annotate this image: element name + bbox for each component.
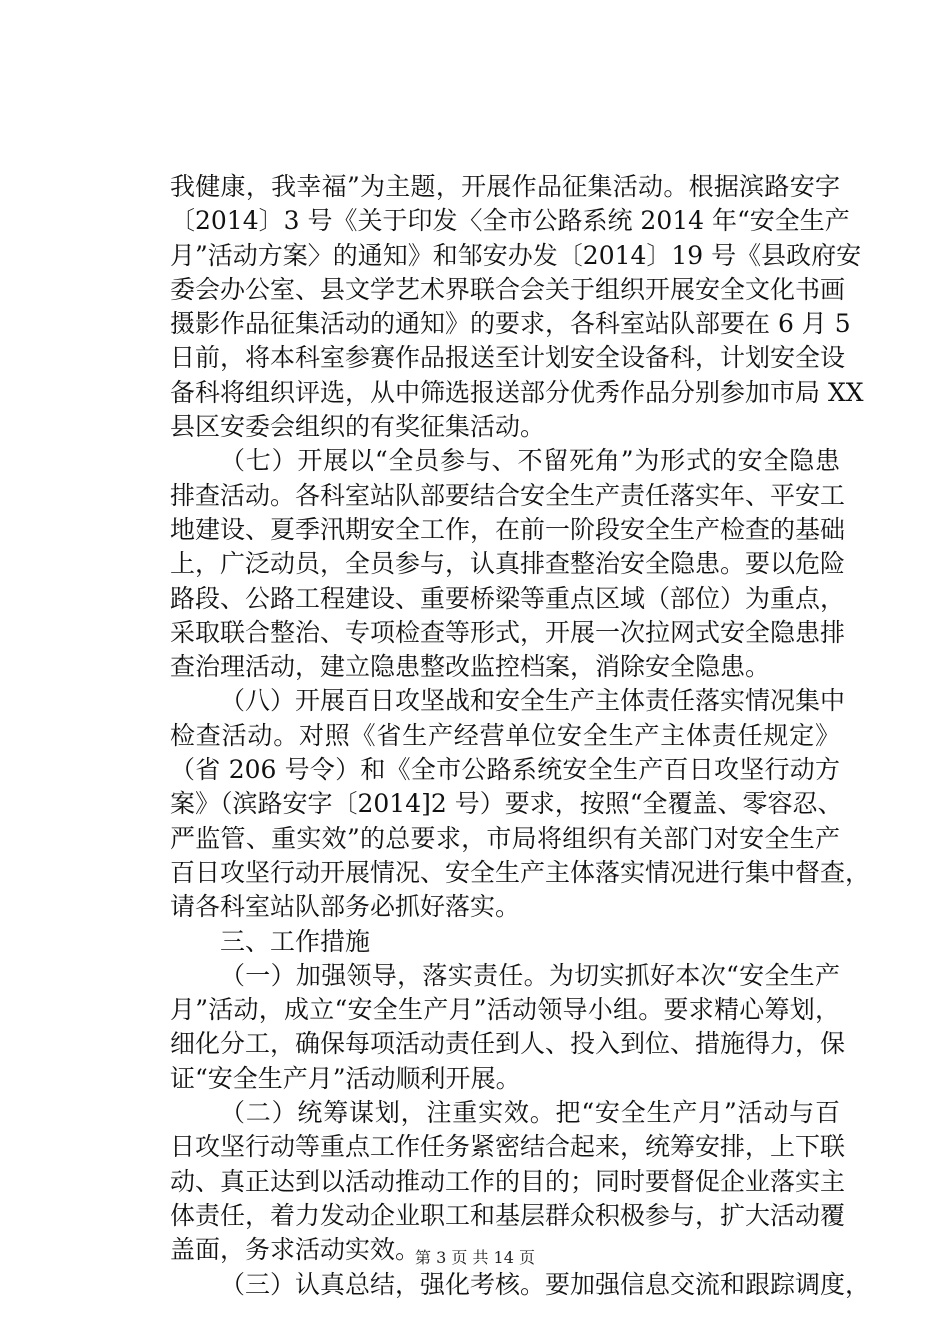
- page-footer: 第 3 页 共 14 页: [415, 1248, 535, 1267]
- text-line: 县区安委会组织的有奖征集活动。: [170, 412, 546, 442]
- text-line: 盖面，务求活动实效。: [170, 1235, 421, 1265]
- text-line: 〔2014〕3 号《关于印发〈全市公路系统 2014 年“安全生产: [170, 206, 850, 236]
- text-line: 摄影作品征集活动的通知》的要求，各科室站队部要在 6 月 5: [170, 309, 851, 339]
- text-line: 严监管、重实效”的总要求，市局将组织有关部门对安全生产: [170, 823, 840, 853]
- text-line: （七）开展以“全员参与、不留死角”为形式的安全隐患: [220, 446, 840, 476]
- document-body: [170, 170, 871, 1302]
- text-line: 路段、公路工程建设、重要桥梁等重点区域（部位）为重点，: [170, 583, 846, 613]
- text-line: （省 206 号令）和《全市公路系统安全生产百日攻坚行动方: [170, 755, 840, 785]
- text-line: （一）加强领导，落实责任。为切实抓好本次“安全生产: [220, 960, 840, 990]
- text-line: 我健康，我幸福”为主题，开展作品征集活动。根据滨路安字: [170, 172, 840, 201]
- text-line: （三）认真总结，强化考核。要加强信息交流和跟踪调度，: [220, 1269, 871, 1299]
- text-line: （二）统筹谋划，注重实效。把“安全生产月”活动与百: [220, 1098, 840, 1128]
- text-line: （八）开展百日攻坚战和安全生产主体责任落实情况集中: [220, 686, 846, 716]
- text-line: 体责任，着力发动企业职工和基层群众积极参与，扩大活动覆: [170, 1200, 846, 1230]
- text-line: 日攻坚行动等重点工作任务紧密结合起来，统筹安排，上下联: [170, 1132, 846, 1162]
- text-line: 月”活动，成立“安全生产月”活动领导小组。要求精心筹划，: [170, 995, 840, 1025]
- text-line: 地建设、夏季汛期安全工作，在前一阶段安全生产检查的基础: [170, 514, 846, 544]
- text-line: 细化分工，确保每项活动责任到人、投入到位、措施得力，保: [170, 1029, 846, 1059]
- text-line: 三、工作措施: [220, 926, 371, 956]
- text-line: 备科将组织评选，从中筛选报送部分优秀作品分别参加市局 XX: [170, 377, 864, 407]
- text-line: 排查活动。各科室站队部要结合安全生产责任落实年、平安工: [170, 480, 846, 510]
- text-line: 动、真正达到以活动推动工作的目的；同时要督促企业落实主: [170, 1166, 846, 1196]
- text-line: 采取联合整治、专项检查等形式，开展一次拉网式安全隐患排: [170, 617, 846, 647]
- text-line: 上，广泛动员，全员参与，认真排查整治安全隐患。要以危险: [170, 549, 846, 579]
- text-line: 检查活动。对照《省生产经营单位安全生产主体责任规定》: [170, 720, 840, 750]
- text-line: 委会办公室、县文学艺术界联合会关于组织开展安全文化书画: [170, 274, 846, 304]
- text-line: 月”活动方案〉的通知》和邹安办发〔2014〕19 号《县政府安: [170, 240, 862, 270]
- text-line: 证“安全生产月”活动顺利开展。: [170, 1063, 521, 1093]
- text-line: 案》（滨路安字〔2014]2 号）要求，按照“全覆盖、零容忍、: [170, 789, 843, 819]
- text-line: 百日攻坚行动开展情况、安全生产主体落实情况进行集中督查，: [170, 857, 871, 887]
- text-line: 请各科室站队部务必抓好落实。: [170, 892, 521, 922]
- text-line: 查治理活动，建立隐患整改监控档案，消除安全隐患。: [170, 652, 771, 682]
- text-line: 日前，将本科室参赛作品报送至计划安全设备科，计划安全设: [170, 343, 846, 373]
